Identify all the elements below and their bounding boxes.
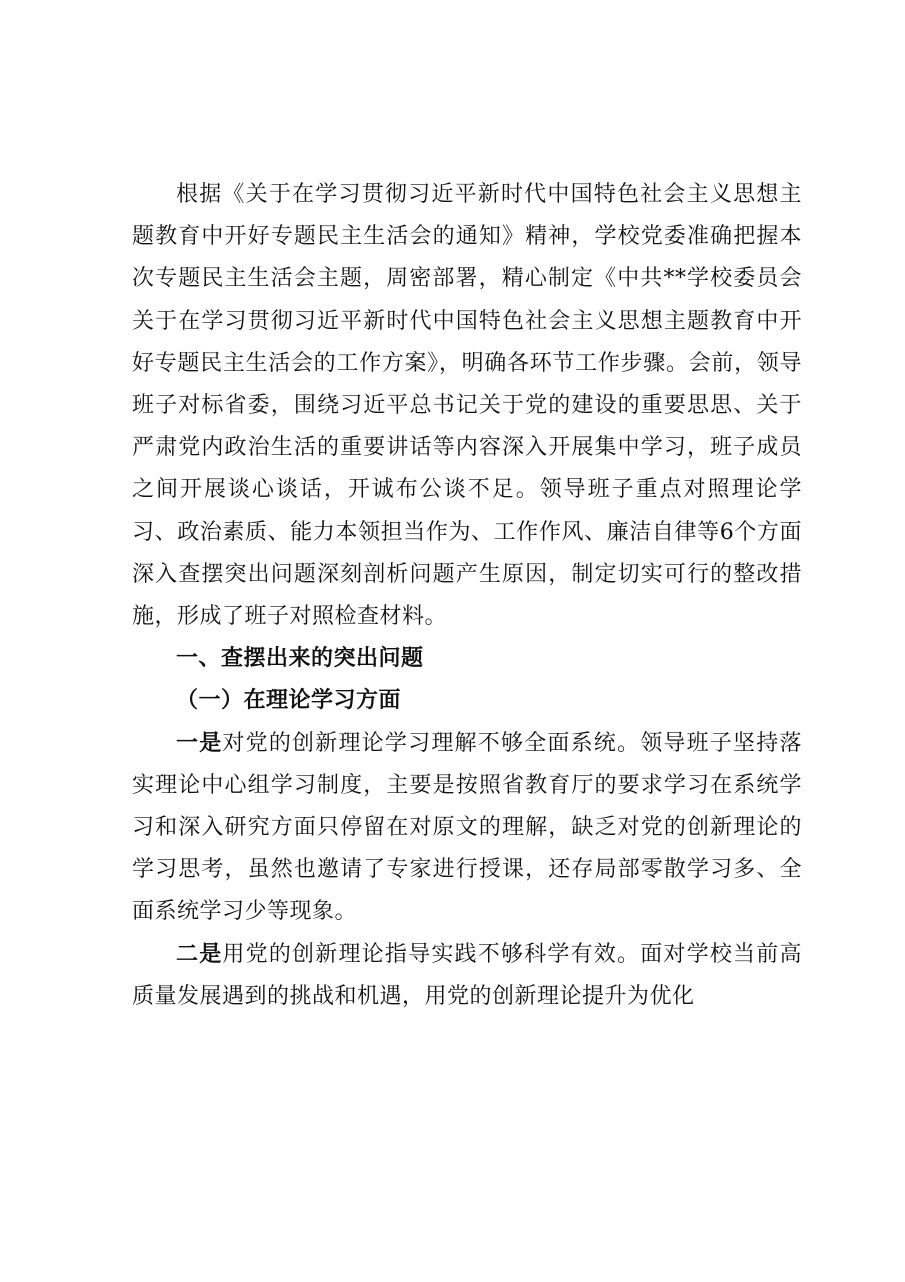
section-heading — [132, 638, 802, 680]
subsection-heading — [132, 680, 802, 722]
point-2-lead: 二是 — [176, 941, 223, 967]
document-body — [132, 174, 802, 1018]
section-heading-text: 一、查摆出来的突出问题 — [176, 646, 424, 672]
point-1-text: 对党的创新理论学习理解不够全面系统。领导班子坚持落实理论中心组学习制度，主要是按照省教育厅的要求学习在系统学习和深入研究方面只停留在对原文的理解，缺乏对党的创新理论的学习思考，虽然也邀请了专家进行授课，还存局部零散学习多、全面系统学习少等现象。 — [132, 730, 802, 925]
point-paragraph-1 — [132, 723, 802, 934]
intro-paragraph-text: 根据《关于在学习贯彻习近平新时代中国特色社会主义思想主题教育中开好专题民主生活会的通知》精神，学校党委准确把握本次专题民主生活会主题，周密部署，精心制定《中共**学校委员会关于在学习贯彻习近平新时代中国特色社会主义思想主题教育中开好专题民主生活会的工作方案》，明确各环节工作步骤。会前，领导班子对标省委，围绕习近平总书记关于党的建设的重要思思、关于严肃党内政治生活的重要讲话等内容深入开展集中学习，班子成员之间开展谈心谈话，开诚布公谈不足。领导班子重点对照理论学习、政治素质、能力本领担当作为、工作作风、廉洁自律等6个方面深入查摆突出问题深刻剖析问题产生原因，制定切实可行的整改措施，形成了班子对照检查材料。 — [132, 182, 802, 630]
subsection-heading-text: （一）在理论学习方面 — [176, 688, 402, 714]
point-1-lead: 一是 — [176, 730, 223, 756]
point-2-text: 用党的创新理论指导实践不够科学有效。面对学校当前高质量发展遇到的挑战和机遇，用党的创新理论提升为优化 — [132, 941, 802, 1009]
intro-paragraph — [132, 174, 802, 638]
point-paragraph-2 — [132, 934, 802, 1018]
